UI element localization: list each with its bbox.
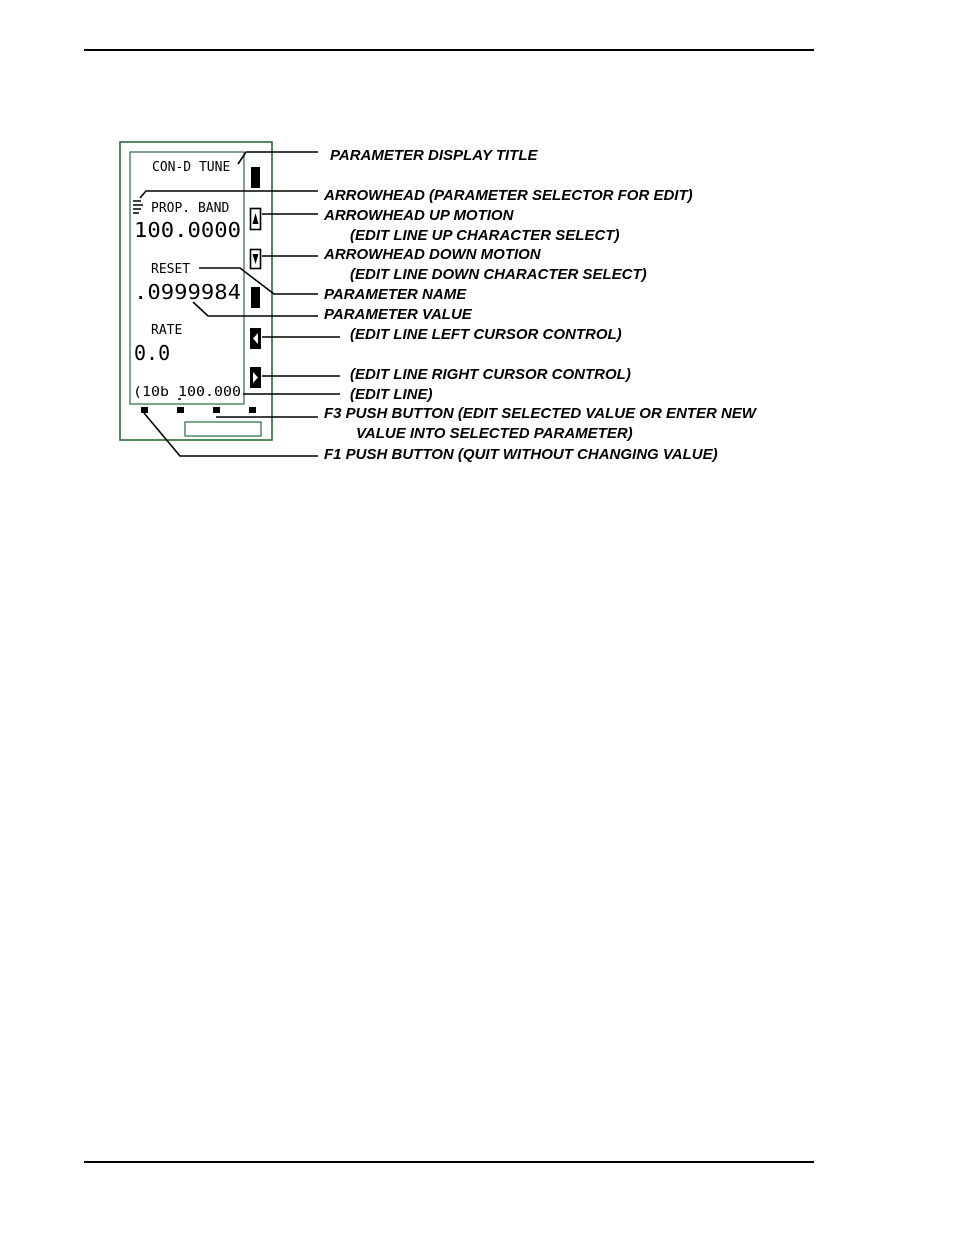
- f3-button-icon[interactable]: [213, 407, 220, 413]
- callout-right-cursor: (EDIT LINE RIGHT CURSOR CONTROL): [350, 366, 631, 383]
- edit-line-text: (10b 100.000: [133, 385, 241, 400]
- right-arrow-softkey-icon[interactable]: [250, 367, 261, 388]
- callout-down-desc: (EDIT LINE DOWN CHARACTER SELECT): [350, 266, 647, 283]
- f2-button-icon[interactable]: [177, 407, 184, 413]
- display-title: CON-D TUNE: [152, 160, 231, 175]
- callout-left-cursor: (EDIT LINE LEFT CURSOR CONTROL): [350, 326, 622, 343]
- callout-f3-line1: F3 PUSH BUTTON (EDIT SELECTED VALUE OR ENTER NEW: [324, 405, 756, 422]
- callout-param-value: PARAMETER VALUE: [324, 306, 472, 323]
- param-value-rate: 0.0: [134, 341, 171, 365]
- left-arrow-softkey-icon[interactable]: [250, 328, 261, 349]
- callout-f3-line2: VALUE INTO SELECTED PARAMETER): [356, 425, 633, 442]
- callout-up-motion: ARROWHEAD UP MOTION: [324, 207, 514, 224]
- param-name-rate: RATE: [151, 323, 183, 338]
- callout-f1: F1 PUSH BUTTON (QUIT WITHOUT CHANGING VALUE): [324, 446, 718, 463]
- callout-down-motion: ARROWHEAD DOWN MOTION: [324, 246, 541, 263]
- f1-button-icon[interactable]: [141, 407, 148, 413]
- param-value-reset: .0999984: [134, 280, 241, 304]
- param-name-reset: RESET: [151, 262, 191, 277]
- callout-up-desc: (EDIT LINE UP CHARACTER SELECT): [350, 227, 620, 244]
- status-bar: [185, 422, 261, 436]
- callout-param-name: PARAMETER NAME: [324, 286, 467, 303]
- f4-button-icon[interactable]: [249, 407, 256, 413]
- up-arrow-softkey-icon[interactable]: [251, 209, 261, 230]
- param-value-prop-band: 100.0000: [134, 218, 241, 242]
- lcd-screen: [130, 152, 244, 404]
- param-name-softkey-icon[interactable]: [251, 287, 260, 308]
- arrowhead-selector-icon: [133, 201, 143, 213]
- down-arrow-softkey-icon[interactable]: [251, 250, 261, 269]
- callout-arrowhead: ARROWHEAD (PARAMETER SELECTOR FOR EDIT): [324, 187, 693, 204]
- callout-edit-line: (EDIT LINE): [350, 386, 433, 403]
- param-name-prop-band: PROP. BAND: [151, 201, 230, 216]
- leader-lines: [140, 152, 340, 456]
- callout-display-title: PARAMETER DISPLAY TITLE: [330, 147, 538, 164]
- title-softkey-icon[interactable]: [251, 167, 260, 188]
